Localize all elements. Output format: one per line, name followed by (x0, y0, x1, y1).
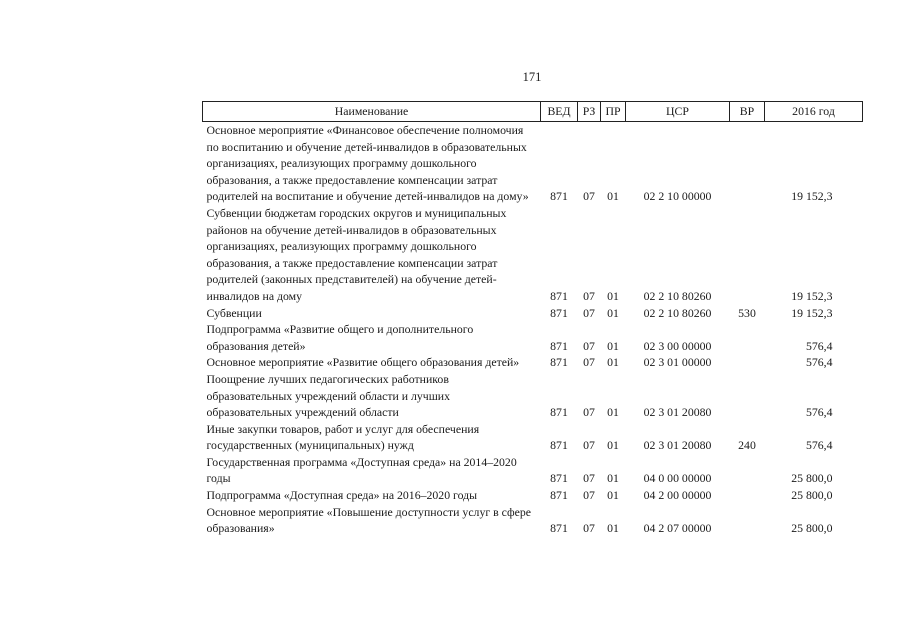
cell-ved: 871 (550, 488, 568, 503)
cell-ved: 871 (550, 355, 568, 370)
cell-rz: 07 (583, 471, 595, 486)
cell-csr: 04 0 00 00000 (643, 471, 712, 486)
cell-name: Государственная программа «Доступная среда» на 2014–2020 годы (206, 454, 517, 486)
cell-vr (730, 122, 765, 205)
cell-ved: 871 (550, 305, 568, 320)
table-row (203, 421, 863, 454)
cell-vr (730, 454, 765, 487)
cell-rz: 07 (583, 305, 595, 320)
table-row (203, 122, 863, 205)
cell-rz: 07 (583, 521, 595, 536)
cell-sum: 19 152,3 (791, 305, 833, 320)
header-csr: ЦСР (626, 102, 730, 122)
cell-pr: 01 (607, 189, 619, 204)
cell-sum: 19 152,3 (791, 288, 833, 303)
cell-pr: 01 (607, 471, 619, 486)
cell-sum: 25 800,0 (791, 488, 833, 503)
cell-rz: 07 (583, 189, 595, 204)
table-row (203, 504, 863, 537)
cell-ved: 871 (550, 189, 568, 204)
cell-vr (730, 504, 765, 537)
cell-name: Основное мероприятие «Финансовое обеспечение полномочия по воспитанию и обучение детей-инвалидов в образовательных организациях, реализующих программу дошкольного образования, а также предоставление компенсации затрат родителей на воспитание и обучение детей-инвалидов на дому» (206, 123, 529, 204)
cell-sum: 25 800,0 (791, 521, 833, 536)
cell-name: Поощрение лучших педагогических работников образовательных учреждений области и лучших образовательных учреждений области (206, 371, 451, 420)
cell-ved: 871 (550, 288, 568, 303)
cell-pr: 01 (607, 355, 619, 370)
budget-table (202, 101, 863, 537)
cell-pr: 01 (607, 438, 619, 453)
cell-csr: 02 3 01 00000 (643, 355, 712, 370)
cell-pr: 01 (607, 488, 619, 503)
cell-rz: 07 (583, 488, 595, 503)
cell-name: Основное мероприятие «Развитие общего образования детей» (206, 355, 520, 370)
cell-rz: 07 (583, 438, 595, 453)
cell-vr: 240 (738, 438, 756, 453)
cell-rz: 07 (583, 288, 595, 303)
cell-name: Субвенции бюджетам городских округов и муниципальных районов на обучение детей-инвалидов в образовательных организациях, реализующих программу дошкольного образования, а также предоставление компенсации затрат родителей (законных представителей) на обучение детей-инвалидов на дому (206, 205, 507, 303)
table-row (203, 354, 863, 371)
table-body (203, 122, 863, 537)
cell-vr: 530 (738, 305, 756, 320)
header-ved: ВЕД (541, 102, 578, 122)
cell-vr (730, 321, 765, 354)
cell-csr: 02 2 10 00000 (643, 189, 712, 204)
table-row (203, 305, 863, 322)
cell-csr: 02 3 00 00000 (643, 338, 712, 353)
cell-sum: 19 152,3 (791, 189, 833, 204)
cell-ved: 871 (550, 471, 568, 486)
table-row (203, 205, 863, 305)
cell-name: Подпрограмма «Развитие общего и дополнительного образования детей» (206, 322, 474, 353)
cell-csr: 02 2 10 80260 (643, 288, 712, 303)
cell-ved: 871 (550, 521, 568, 536)
cell-vr (730, 487, 765, 504)
cell-csr: 02 2 10 80260 (643, 305, 712, 320)
table-row (203, 454, 863, 487)
cell-name: Иные закупки товаров, работ и услуг для обеспечения государственных (муниципальных) нужд (206, 421, 480, 453)
cell-rz: 07 (583, 338, 595, 353)
cell-name: Подпрограмма «Доступная среда» на 2016–2020 годы (206, 488, 478, 503)
cell-pr: 01 (607, 338, 619, 353)
cell-vr (730, 354, 765, 371)
cell-csr: 02 3 01 20080 (643, 438, 712, 453)
cell-rz: 07 (583, 405, 595, 420)
page-number: 171 (522, 70, 542, 84)
table-row (203, 487, 863, 504)
cell-vr (730, 205, 765, 305)
table-header (203, 102, 863, 122)
cell-csr: 02 3 01 20080 (643, 405, 712, 420)
cell-sum: 576,4 (805, 355, 833, 370)
cell-rz: 07 (583, 355, 595, 370)
cell-pr: 01 (607, 305, 619, 320)
cell-pr: 01 (607, 288, 619, 303)
header-rz: РЗ (578, 102, 601, 122)
cell-pr: 01 (607, 405, 619, 420)
header-name: Наименование (203, 102, 541, 122)
cell-sum: 25 800,0 (791, 471, 833, 486)
cell-ved: 871 (550, 338, 568, 353)
header-pr: ПР (601, 102, 626, 122)
cell-vr (730, 371, 765, 421)
table-row (203, 371, 863, 421)
header-vr: ВР (730, 102, 765, 122)
cell-name: Субвенции (206, 305, 262, 320)
header-row (203, 102, 863, 122)
cell-csr: 04 2 07 00000 (643, 521, 712, 536)
cell-csr: 04 2 00 00000 (643, 488, 712, 503)
cell-pr: 01 (607, 521, 619, 536)
header-sum: 2016 год (765, 102, 863, 122)
table-row (203, 321, 863, 354)
cell-ved: 871 (550, 438, 568, 453)
cell-sum: 576,4 (805, 405, 833, 420)
cell-sum: 576,4 (805, 338, 833, 353)
cell-name: Основное мероприятие «Повышение доступности услуг в сфере образования» (206, 504, 532, 536)
cell-ved: 871 (550, 405, 568, 420)
cell-sum: 576,4 (805, 438, 833, 453)
